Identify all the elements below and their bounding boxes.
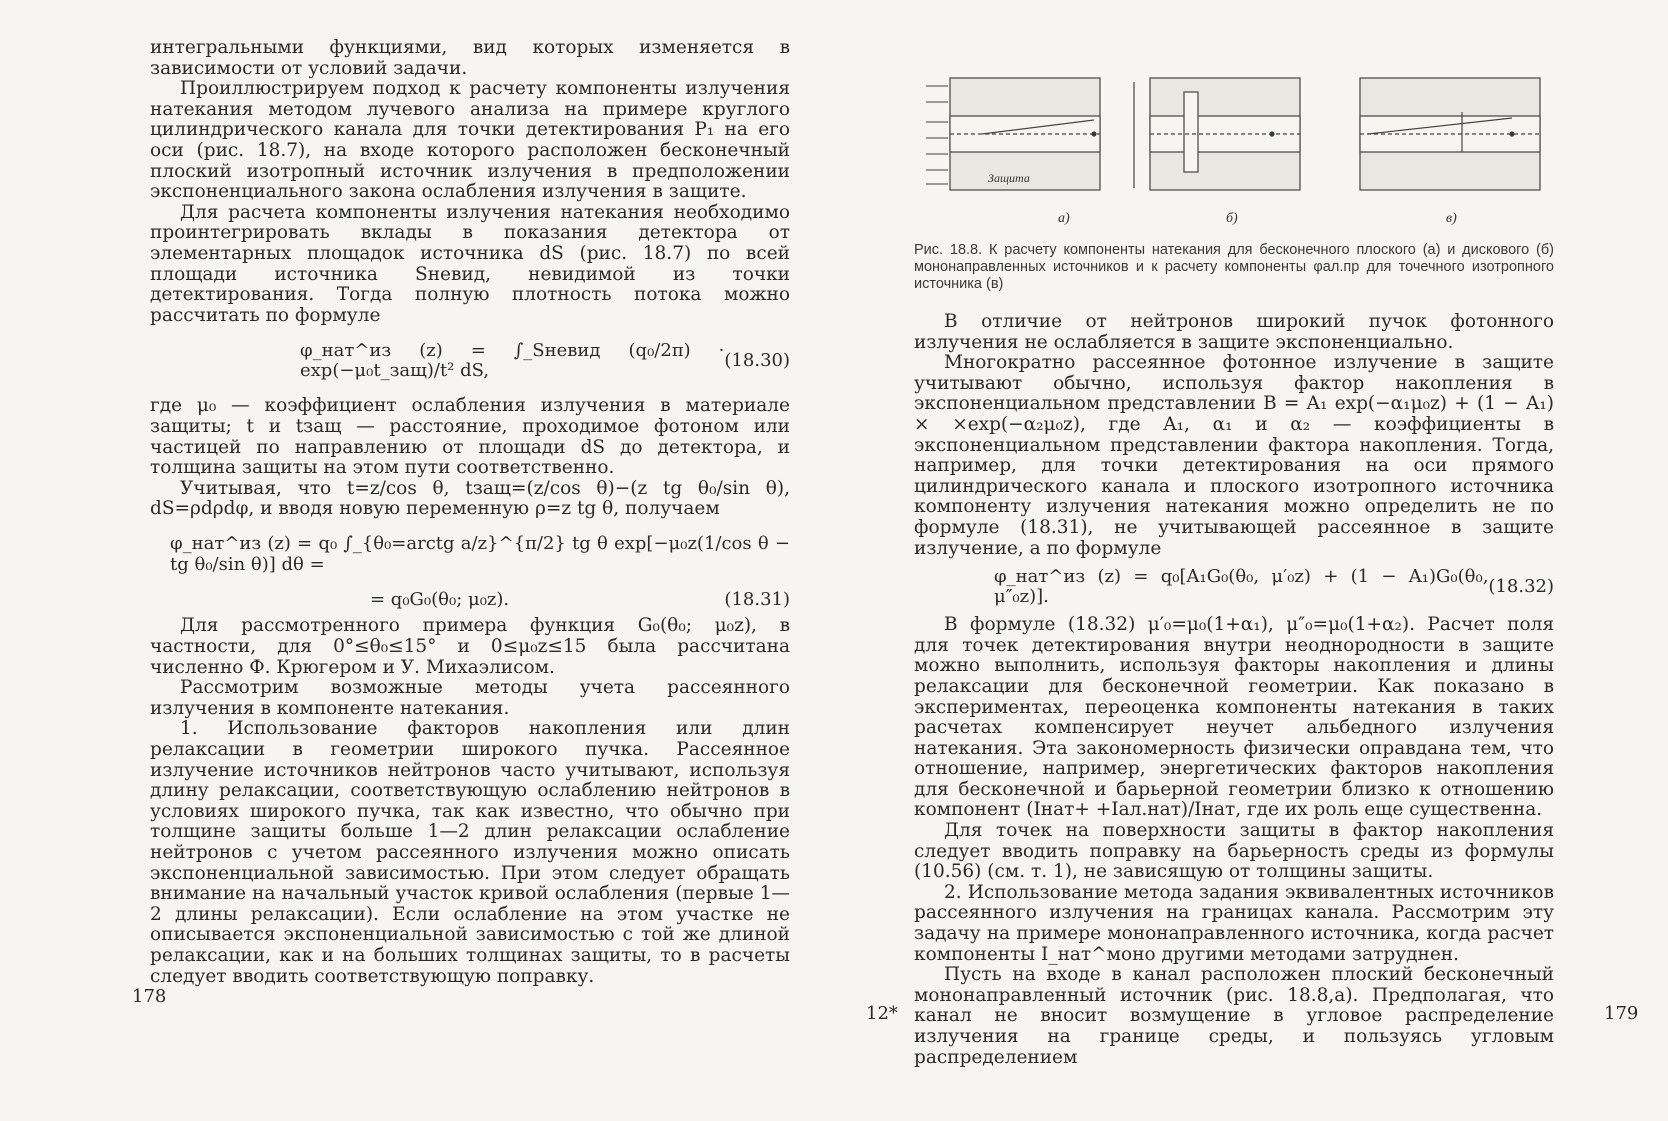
figure-caption: Рис. 18.8. К расчету компоненты натекания для бесконечного плоского (а) и дискового (б) мононаправленных источников и к расчету компоненты φал.пр для точечного изотропного источника (в) xyxy=(914,242,1554,292)
page-number: 178 xyxy=(132,986,167,1007)
equation-18-31-line1 xyxy=(150,526,790,584)
paragraph: Для расчета компоненты излучения натекания необходимо проинтегрировать вклады в показания детектора от элементарных площадок источника dS (рис. 18.7) по всей площади источника Sневид, невидимой из точки детектирования. Тогда полную плотность потока можно рассчитать по формуле xyxy=(150,201,790,326)
figure-18-8 xyxy=(922,72,1562,232)
paragraph: интегральными функциями, вид которых изменяется в зависимости от условий задачи. xyxy=(150,37,790,79)
equation-number: (18.32) xyxy=(1488,575,1554,597)
paragraph: Проиллюстрируем подход к расчету компоненты излучения натекания методом лучевого анализа на примере круглого цилиндрического канала для точки детектирования P₁ на его оси (рис. 18.7), на входе которого расположен бесконечный плоский изотропный источник излучения в предположении экспоненциального закона ослабления излучения в защите. xyxy=(150,78,790,203)
paragraph: 2. Использование метода задания эквивалентных источников рассеянного излучения на границах канала. Рассмотрим эту задачу на примере мононаправленного источника, когда расчет компоненты I_нат^моно другими методами затруднен. xyxy=(914,881,1554,965)
equation-number: (18.30) xyxy=(724,350,790,372)
equation-18-30 xyxy=(150,332,790,390)
paragraph: Для точек на поверхности защиты в фактор накопления следует вводить поправку на барьерность среды из формулы (10.56) (см. т. 1), не зависящую от толщины защиты. xyxy=(914,820,1554,883)
fig-label-b: б) xyxy=(1226,211,1238,226)
equation-expression: φ_нат^из (z) = q₀[A₁G₀(θ₀, μ′₀z) + (1 − A₁)G₀(θ₀, μ″₀z)]. xyxy=(994,565,1489,608)
paragraph: 1. Использование факторов накопления или длин релаксации в геометрии широкого пучка. Рассеянное излучение источников нейтронов часто учитывают, используя длину релаксации, соответствующую ослаблению нейтронов в условиях широкого пучка, так как известно, что обычно при толщине защиты больше 1—2 длин релаксации ослабление нейтронов с учетом рассеянного излучения можно описать экспоненциальной зависимостью. При этом следует обращать внимание на начальный участок кривой ослабления (первые 1—2 длины релаксации). Если ослабление на этом участке не описывается экспоненциальной зависимостью с той же длиной релаксации, как и на больших толщинах защиты, то в расчеты следует вводить соответствующую поправку. xyxy=(150,718,790,987)
page-number: 179 xyxy=(1604,1003,1639,1024)
equation-18-32 xyxy=(914,565,1554,609)
paragraph: В формуле (18.32) μ′₀=μ₀(1+α₁), μ″₀=μ₀(1+α₂). Расчет поля для точек детектирования внутри неоднородности в защите можно выполнить, используя факторы накопления и длины релаксации для бесконечной геометрии. Как показано в экспериментах, переоценка компоненты натекания в таких расчетах компенсирует неучет альбедного излучения натекания. Эта закономерность физически оправдана тем, что отношение, например, энергетических факторов накопления для бесконечной и барьерной геометрии близко к отношению компонент (Iнат+ +Iал.нат)/Iнат, где их роль еще существенна. xyxy=(914,614,1554,821)
paragraph: В отличие от нейтронов широкий пучок фотонного излучения не ослабляется в защите экспоненциально. xyxy=(914,311,1554,353)
paragraph: Рассмотрим возможные методы учета рассеянного излучения в компоненте натекания. xyxy=(150,677,790,719)
right-column xyxy=(914,312,1554,1068)
equation-expression: φ_нат^из (z) = ∫_Sневид (q₀/2π) · exp(−μ₀t_защ)/t² dS, xyxy=(300,339,725,382)
left-column xyxy=(150,38,790,987)
equation-expression: = q₀G₀(θ₀; μ₀z). xyxy=(370,588,510,610)
fig-label-c: в) xyxy=(1446,211,1457,226)
fig-label-shield: Защита xyxy=(988,171,1030,185)
signature-mark: 12* xyxy=(866,1003,898,1024)
paragraph: Учитывая, что t=z/cos θ, tзащ=(z/cos θ)−(z tg θ₀/sin θ), dS=ρdρdφ, и вводя новую переменную ρ=z tg θ, получаем xyxy=(150,477,790,520)
paragraph: Многократно рассеянное фотонное излучение в защите учитывают обычно, используя фактор накопления в экспоненциальном представлении B = A₁ exp(−α₁μ₀z) + (1 − A₁) × ×exp(−α₂μ₀z), где A₁, α₁ и α₂ — коэффициенты в экспоненциальном представлении фактора накопления. Тогда, например, для точки детектирования на оси прямого цилиндрического канала и плоского изотропного источника компоненту излучения натекания можно определить не по формуле (18.31), не учитывающей рассеянное в защите излучение, а по формуле xyxy=(914,352,1554,559)
paragraph: где μ₀ — коэффициент ослабления излучения в материале защиты; t и tзащ — расстояние, проходимое фотоном или частицей по направлению от площади dS до детектора, и толщина защиты на этом пути соответственно. xyxy=(150,395,790,479)
right-page xyxy=(834,0,1668,1121)
equation-number: (18.31) xyxy=(724,588,790,610)
paragraph: Для рассмотренного примера функция G₀(θ₀; μ₀z), в частности, для 0°≤θ₀≤15° и 0≤μ₀z≤15 была рассчитана численно Ф. Крюгером и У. Михаэлисом. xyxy=(150,615,790,678)
paragraph: Пусть на входе в канал расположен плоский бесконечный мононаправленный источник (рис. 18.8,а). Предполагая, что канал не вносит возмущение в угловое распределение излучения на границе среды, и пользуясь угловым распределением xyxy=(914,964,1554,1068)
equation-18-31-line2 xyxy=(150,590,790,611)
equation-expression: φ_нат^из (z) = q₀ ∫_{θ₀=arctg a/z}^{π/2} tg θ exp[−μ₀z(1/cos θ − tg θ₀/sin θ)] dθ = xyxy=(170,533,790,575)
panel-c-diagram xyxy=(1360,78,1540,190)
fig-label-a: а) xyxy=(1058,211,1070,226)
panel-b-diagram xyxy=(1134,78,1300,190)
